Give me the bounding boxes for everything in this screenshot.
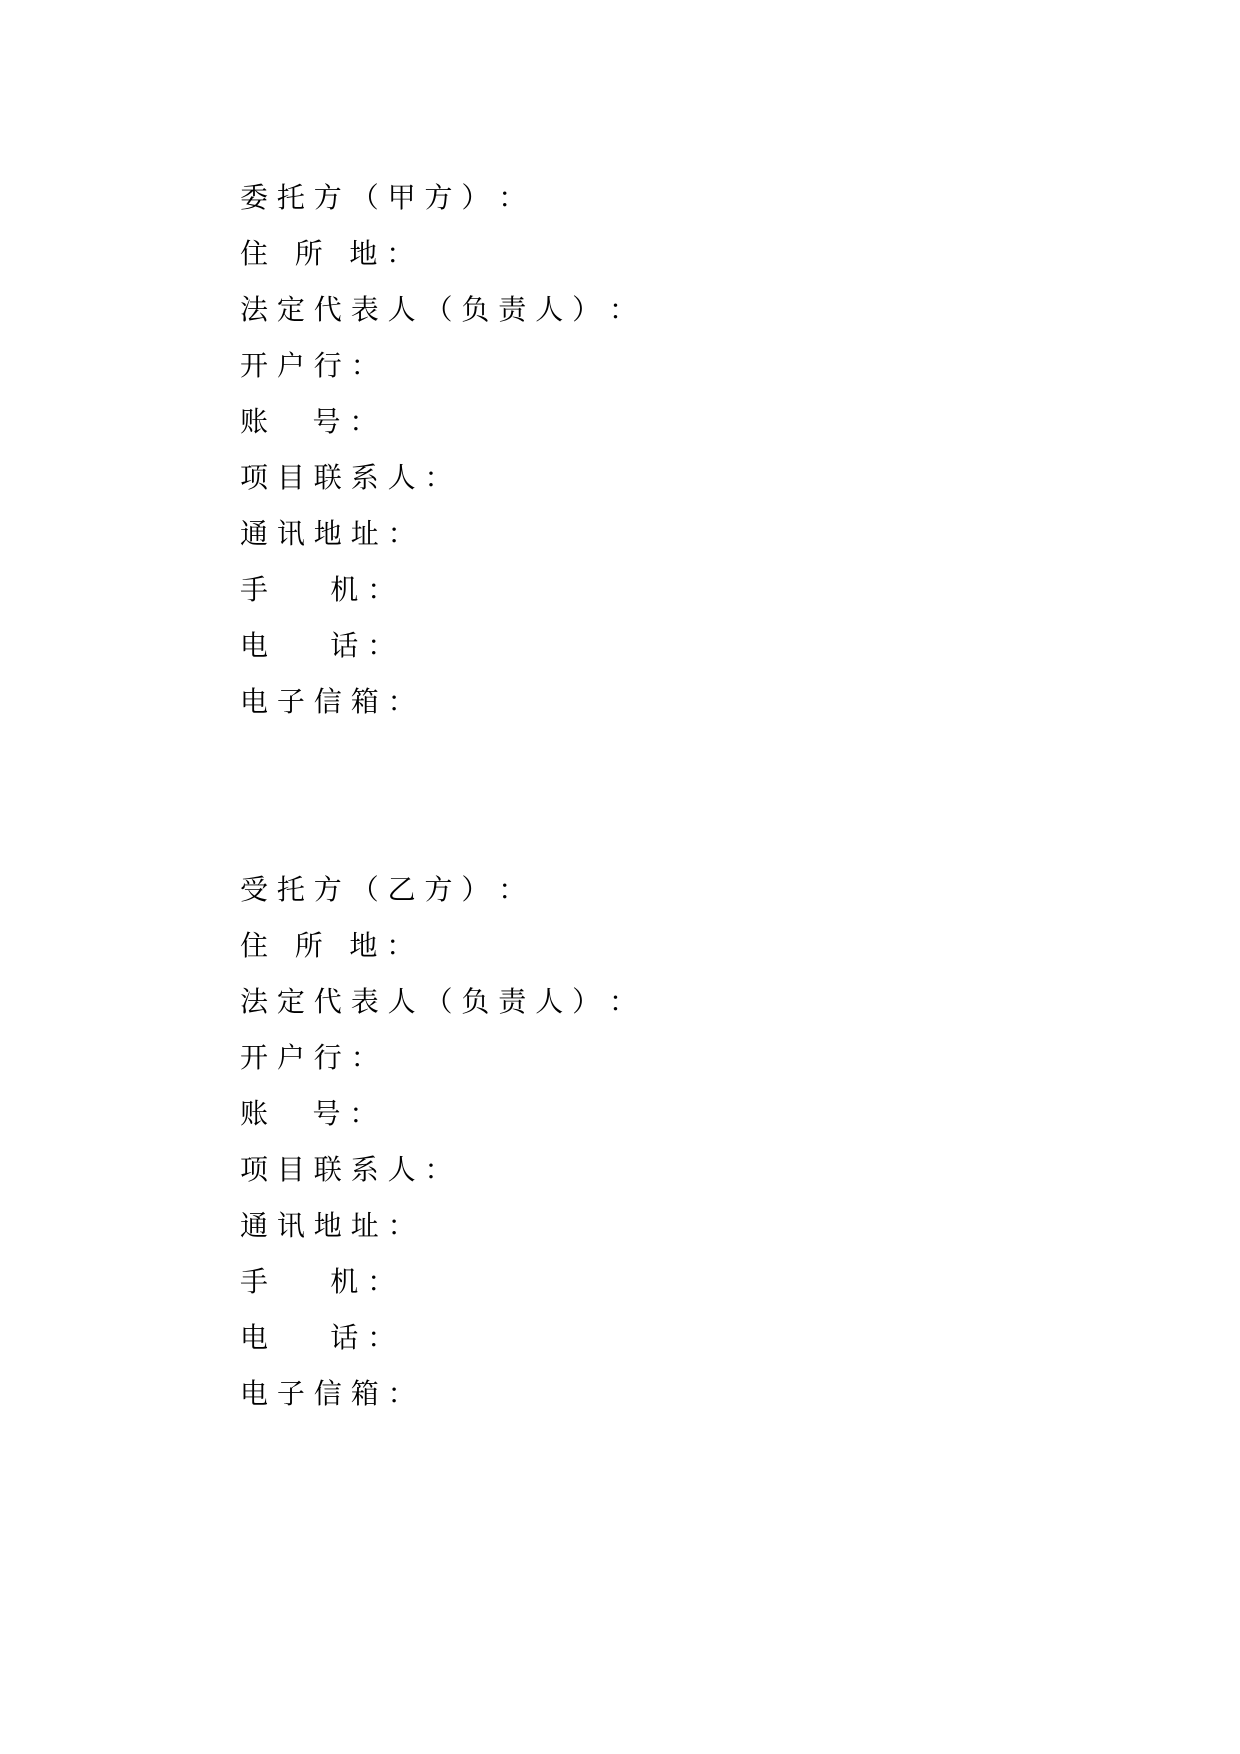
party-a-mobile-label: 手 机 ： xyxy=(240,573,396,606)
party-a-title: 委 托 方 （ 甲 方 ） ： xyxy=(240,181,527,214)
party-a-account-label: 账 号 ： xyxy=(240,405,378,438)
party-a-email-label: 电 子 信 箱 ： xyxy=(240,685,416,718)
party-a-legal-rep-label: 法 定 代 表 人 （ 负 责 人 ） ： xyxy=(240,293,638,326)
party-b-mail-address-label: 通 讯 地 址 ： xyxy=(240,1209,416,1242)
party-b-legal-rep-label: 法 定 代 表 人 （ 负 责 人 ） ： xyxy=(240,985,638,1018)
party-b-bank-label: 开 户 行 ： xyxy=(240,1041,379,1074)
party-a-contact-label: 项 目 联 系 人 ： xyxy=(240,461,453,494)
party-b-email-label: 电 子 信 箱 ： xyxy=(240,1377,416,1410)
party-a-mail-address-label: 通 讯 地 址 ： xyxy=(240,517,416,550)
party-b-title: 受 托 方 （ 乙 方 ） ： xyxy=(240,873,527,906)
party-a-phone-label: 电 话 ： xyxy=(240,629,396,662)
party-a-bank-label: 开 户 行 ： xyxy=(240,349,379,382)
party-b-account-label: 账 号 ： xyxy=(240,1097,378,1130)
party-b-address-label: 住 所 地 ： xyxy=(240,929,415,962)
party-b-mobile-label: 手 机 ： xyxy=(240,1265,396,1298)
party-b-phone-label: 电 话 ： xyxy=(240,1321,396,1354)
party-b-contact-label: 项 目 联 系 人 ： xyxy=(240,1153,453,1186)
party-a-address-label: 住 所 地 ： xyxy=(240,237,415,270)
